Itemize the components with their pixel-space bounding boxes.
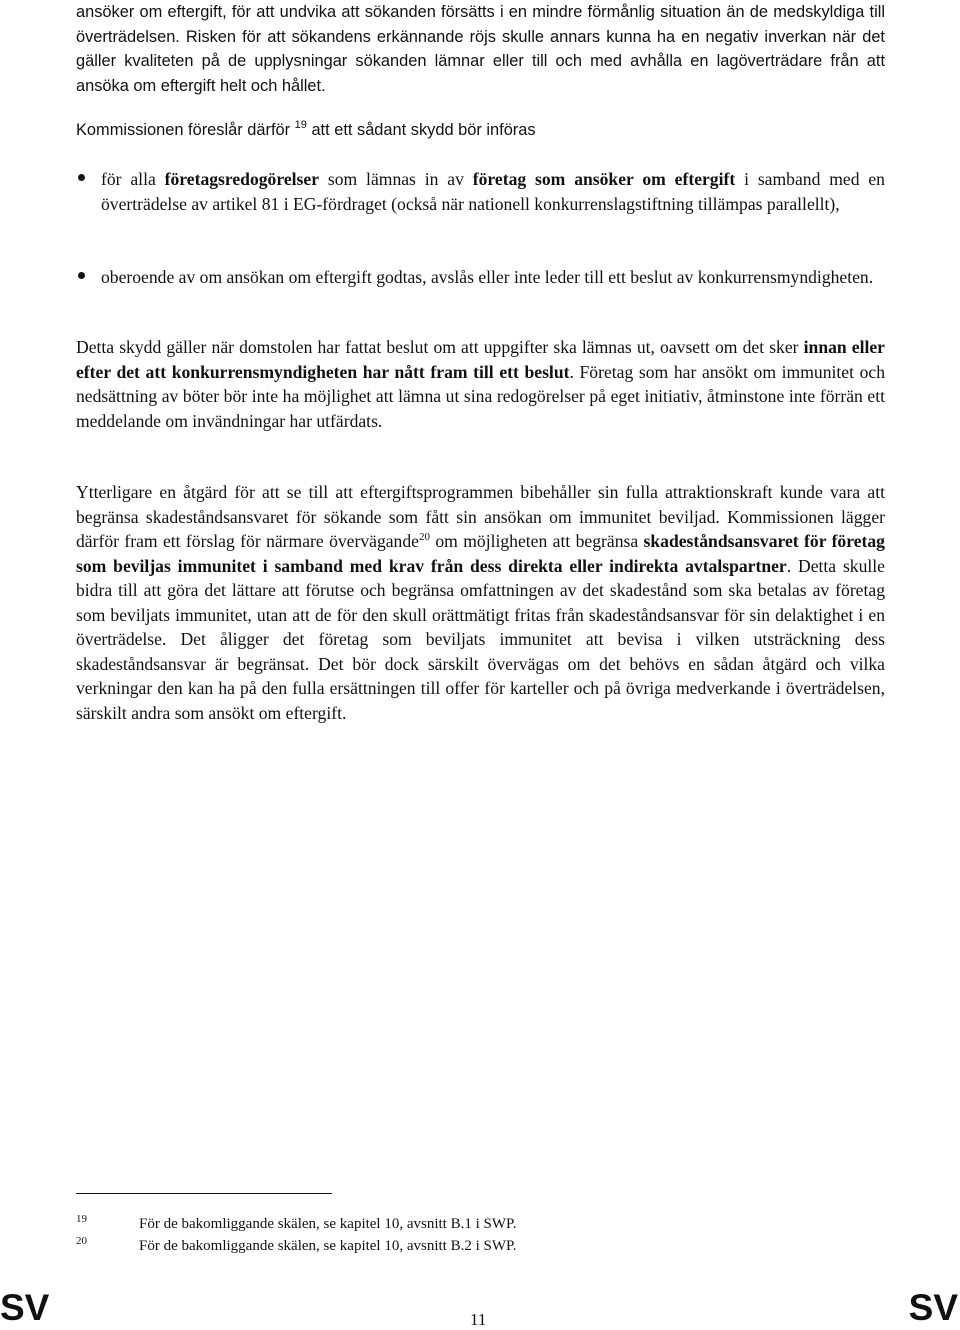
footnote-ref-20: 20 — [418, 531, 430, 543]
paragraph-protection: Detta skydd gäller när domstolen har fattat beslut om att uppgifter ska lämnas ut, oavsett om det sker innan eller efter det att konkurrensmyndigheten har nått fram till ett beslut. Företag som har ansökt om immunitet och nedsättning av böter bör inte ha möjlighet att lämna ut sina redogörelser på eget initiativ, åtminstone inte förrän ett meddelande om invändningar har utfärdats. — [76, 337, 885, 431]
language-code-left: SV — [0, 1287, 50, 1328]
bullet-icon — [78, 174, 85, 181]
bullet-item-2: oberoende av om ansökan om eftergift godtas, avslås eller inte leder till ett beslut av konkurrensmyndigheten. — [101, 267, 874, 287]
page-number: 11 — [470, 1310, 487, 1329]
footnote-ref-19: 19 — [294, 119, 307, 131]
footnote-text-20: För de bakomliggande skälen, se kapitel 10, avsnitt B.2 i SWP. — [139, 1238, 517, 1254]
paragraph-liability: Ytterligare en åtgärd för att se till att eftergiftsprogrammen bibehåller sin fulla attraktionskraft kunde vara att begränsa skadeståndsansvaret för sökande som fått sin ansökan om immunitet beviljad. Kommissionen lägger därför fram ett förslag för närmare övervägande$^{20}$ om möjligheten att begränsa skadeståndsansvaret för företag som beviljas immunitet i samband med krav från dess direkta eller indirekta avtalspartner. Detta skulle bidra till att göra det lättare att förutse och begränsa omfattningen av det skadestånd som ska betalas av företag som beviljats immunitet, utan att de för den skull orättmätigt fritas från skadeståndsansvar för sin delaktighet i en överträdelse. Det åligger det företag som beviljats immunitet att bevisa i vilken utsträckning dess skadeståndsansvar är begränsat. Det bör dock särskilt övervägas om det behövs en sådan åtgärd och vilka verkningar den kan ha på den fulla ersättningen till offer för karteller och på övriga medverkande i överträdelsen, särskilt andra som ansökt om eftergift. — [76, 482, 885, 723]
footnote-number-19: 19 — [76, 1213, 87, 1225]
paragraph-continuation: ansöker om eftergift, för att undvika att sökanden försätts i en mindre förmånlig situation än de medskyldiga till överträdelsen. Risken för att sökandens erkännande röjs skulle annars kunna ha en negativ inverkan när det gäller kvaliteten på de upplysningar sökanden lämnar eller till och med avhålla en lagöverträdare från att ansöka om eftergift helt och hållet. — [76, 3, 885, 95]
paragraph-proposal-intro: Kommissionen föreslår därför $^{19}$ att ett sådant skydd bör införas — [76, 119, 536, 139]
footnote-divider — [76, 1193, 332, 1194]
footnote-text-19: För de bakomliggande skälen, se kapitel 10, avsnitt B.1 i SWP. — [139, 1216, 517, 1232]
bullet-icon — [78, 272, 85, 279]
bullet-item-1: för alla företagsredogörelser som lämnas in av företag som ansöker om eftergift i samband med en överträdelse av artikel 81 i EG-fördraget (också när nationell konkurrenslagstiftning tillämpas parallellt), — [101, 169, 885, 214]
language-code-right: SV — [908, 1287, 958, 1328]
footnote-number-20: 20 — [76, 1235, 87, 1247]
